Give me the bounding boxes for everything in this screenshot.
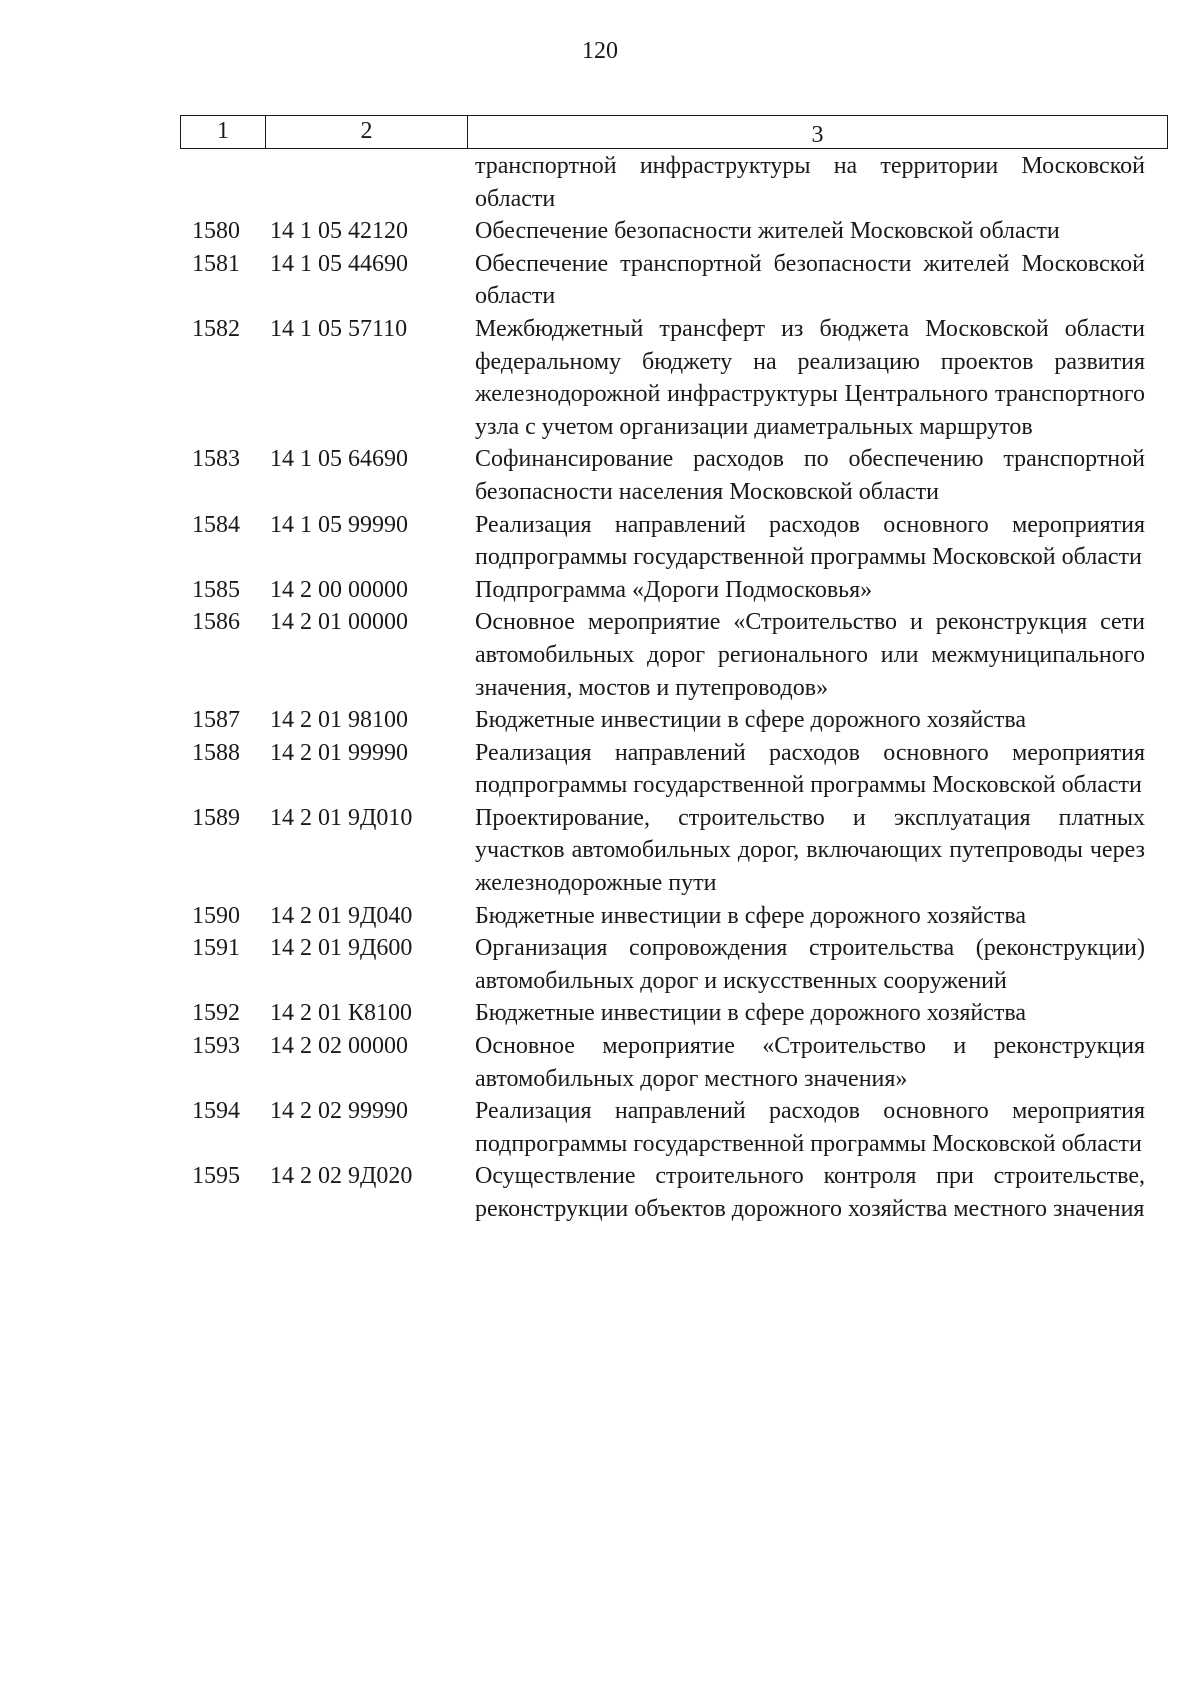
table-row (180, 1030, 1168, 1095)
header-cell-1: 1 (181, 116, 266, 148)
row-number: 1589 (192, 804, 240, 831)
table-row (180, 997, 1168, 1030)
table-row (180, 932, 1168, 997)
row-number: 1592 (192, 1000, 240, 1027)
row-code: 14 2 01 00000 (270, 609, 408, 636)
row-number: 1585 (192, 576, 240, 603)
table-row (180, 215, 1168, 248)
row-code: 14 1 05 42120 (270, 218, 408, 245)
table-row (180, 606, 1168, 704)
row-code: 14 2 01 9Д040 (270, 902, 413, 929)
row-code: 14 2 01 К8100 (270, 1000, 413, 1027)
row-number: 1593 (192, 1033, 240, 1060)
table-row (180, 704, 1168, 737)
table-row (180, 737, 1168, 802)
row-description: транспортной инфраструктуры на территории Московской области (475, 153, 1145, 212)
row-number: 1581 (192, 250, 240, 277)
row-description: Обеспечение транспортной безопасности жителей Московской области (475, 250, 1145, 310)
row-description: Подпрограмма «Дороги Подмосковья» (475, 576, 873, 603)
row-code: 14 2 02 00000 (270, 1033, 408, 1060)
page-number: 120 (582, 38, 618, 64)
header-cell-2: 2 (266, 116, 468, 148)
row-description: Основное мероприятие «Строительство и реконструкция автомобильных дорог местного значения» (475, 1033, 1145, 1092)
row-code: 14 1 05 57110 (270, 315, 408, 342)
table-row (180, 509, 1168, 574)
row-description: Реализация направлений расходов основного мероприятия подпрограммы государственной программы Московской области (475, 1098, 1145, 1157)
row-description: Организация сопровождения строительства (реконструкции) автомобильных дорог и искусственных сооружений (475, 935, 1145, 994)
table-row (180, 1160, 1168, 1225)
row-number: 1595 (192, 1163, 240, 1190)
table-row (180, 443, 1168, 508)
row-description: Бюджетные инвестиции в сфере дорожного хозяйства (475, 1000, 1027, 1027)
row-number: 1591 (192, 935, 240, 962)
row-number: 1594 (192, 1098, 240, 1125)
table-row (180, 802, 1168, 900)
row-number: 1590 (192, 902, 240, 929)
row-description: Реализация направлений расходов основного мероприятия подпрограммы государственной программы Московской области (475, 739, 1145, 799)
row-description: Бюджетные инвестиции в сфере дорожного хозяйства (475, 707, 1027, 734)
row-code: 14 2 01 9Д010 (270, 804, 413, 831)
table-body (180, 150, 1168, 1226)
table-row (180, 1095, 1168, 1160)
table-row (180, 574, 1168, 607)
row-number: 1586 (192, 609, 240, 636)
row-code: 14 2 01 98100 (270, 707, 408, 734)
row-number: 1584 (192, 511, 240, 538)
row-description: Реализация направлений расходов основного мероприятия подпрограммы государственной программы Московской области (475, 511, 1145, 571)
row-code: 14 2 02 9Д020 (270, 1163, 413, 1190)
row-number: 1580 (192, 218, 240, 245)
row-number: 1587 (192, 707, 240, 734)
row-code: 14 1 05 64690 (270, 446, 408, 473)
row-description: Проектирование, строительство и эксплуатация платных участков автомобильных дорог, включающих путепроводы через железнодорожные пути (475, 804, 1145, 897)
row-code: 14 1 05 99990 (270, 511, 408, 538)
table-row (180, 150, 1168, 215)
row-number: 1582 (192, 315, 240, 342)
header-cell-3: 3 (811, 122, 824, 148)
row-description: Обеспечение безопасности жителей Московской области (475, 218, 1060, 245)
row-description: Осуществление строительного контроля при строительстве, реконструкции объектов дорожного хозяйства местного значения (475, 1163, 1145, 1222)
table-header (180, 115, 1168, 149)
row-description: Основное мероприятие «Строительство и реконструкция сети автомобильных дорог регионального или межмуниципального значения, мостов и путепроводов» (475, 609, 1145, 701)
table-row (180, 900, 1168, 933)
row-code: 14 2 00 00000 (270, 576, 408, 603)
row-number: 1588 (192, 739, 240, 766)
row-description: Межбюджетный трансферт из бюджета Московской области федеральному бюджету на реализацию проектов развития железнодорожной инфраструктуры Центрального транспортного узла с учетом организации диаметральных маршрутов (475, 315, 1145, 440)
row-code: 14 2 01 99990 (270, 739, 408, 766)
row-description: Бюджетные инвестиции в сфере дорожного хозяйства (475, 902, 1027, 929)
table-row (180, 248, 1168, 313)
row-code: 14 2 01 9Д600 (270, 935, 413, 962)
row-description: Софинансирование расходов по обеспечению транспортной безопасности населения Московской области (475, 446, 1145, 505)
table-row (180, 313, 1168, 443)
row-code: 14 2 02 99990 (270, 1098, 408, 1125)
row-code: 14 1 05 44690 (270, 250, 408, 277)
row-number: 1583 (192, 446, 240, 473)
